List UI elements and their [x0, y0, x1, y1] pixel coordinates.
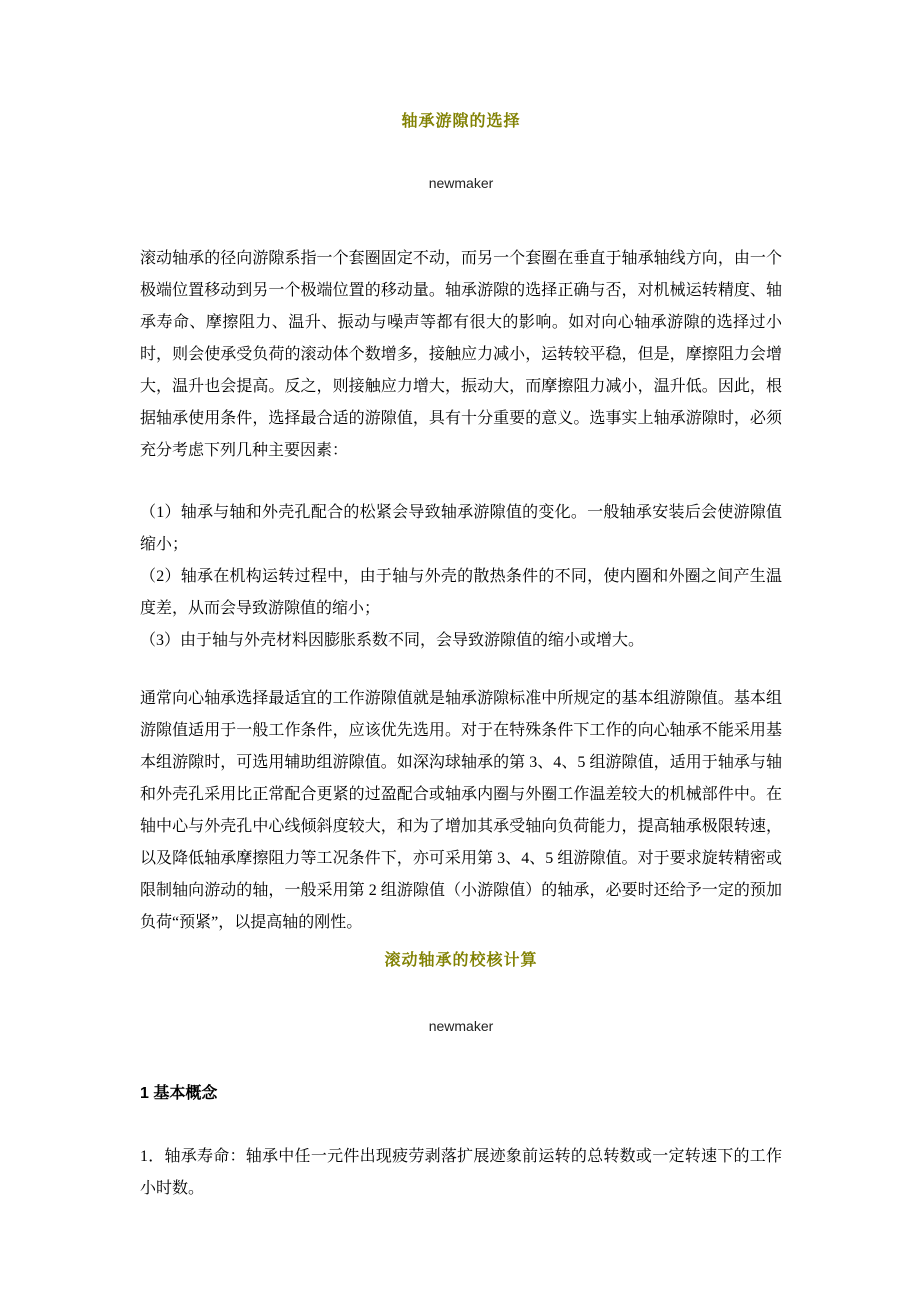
heading-basic-concepts: 1 基本概念	[140, 1085, 218, 1102]
byline-newmaker-1: newmaker	[428, 175, 494, 191]
factor-item-3: （3）由于轴与外壳材料因膨胀系数不同，会导致游隙值的缩小或增大。	[140, 632, 645, 649]
paragraph-clearance-selection: 通常向心轴承选择最适宜的工作游隙值就是轴承游隙标准中所规定的基本组游隙值。基本组游隙值适用于一般工作条件，应该优先选用。对于在特殊条件下工作的向心轴承不能采用基本组游隙时，可选用辅助组游隙值。如深沟球轴承的第 3、4、5 组游隙值，适用于轴承与轴和外壳孔采用比正常配合更紧的过盈配合或轴承内圈与外圈工作温差较大的机械部件中。在轴中心与外壳孔中心线倾斜度较大，和为了增加其承受轴向负荷能力，提高轴承极限转速，以及降低轴承摩擦阻力等工况条件下，亦可采用第 3、4、5 组游隙值。对于要求旋转精密或限制轴向游动的轴，一般采用第 2 组游隙值（小游隙值）的轴承，必要时还给予一定的预加负荷“预紧”，以提高轴的刚性。	[140, 690, 782, 931]
factor-item-1: （1）轴承与轴和外壳孔配合的松紧会导致轴承游隙值的变化。一般轴承安装后会使游隙值缩小；	[140, 504, 782, 553]
section-title-checking-calculation: 滚动轴承的校核计算	[384, 952, 538, 969]
paragraph-bearing-life: 1．轴承寿命：轴承中任一元件出现疲劳剥落扩展迹象前运转的总转数或一定转速下的工作小时数。	[140, 1148, 782, 1197]
paragraph-clearance-intro: 滚动轴承的径向游隙系指一个套圈固定不动，而另一个套圈在垂直于轴承轴线方向，由一个极端位置移动到另一个极端位置的移动量。轴承游隙的选择正确与否，对机械运转精度、轴承寿命、摩擦阻力、温升、振动与噪声等都有很大的影响。如对向心轴承游隙的选择过小时，则会使承受负荷的滚动体个数增多，接触应力减小，运转较平稳，但是，摩擦阻力会增大，温升也会提高。反之，则接触应力增大，振动大，而摩擦阻力减小，温升低。因此，根据轴承使用条件，选择最合适的游隙值，具有十分重要的意义。选事实上轴承游隙时，必须充分考虑下列几种主要因素：	[140, 250, 782, 459]
factor-list	[140, 497, 782, 657]
section-title-bearing-clearance: 轴承游隙的选择	[401, 113, 521, 130]
factor-item-2: （2）轴承在机构运转过程中，由于轴与外壳的散热条件的不同，使内圈和外圈之间产生温度差，从而会导致游隙值的缩小；	[140, 568, 782, 617]
byline-newmaker-2: newmaker	[428, 1018, 494, 1034]
